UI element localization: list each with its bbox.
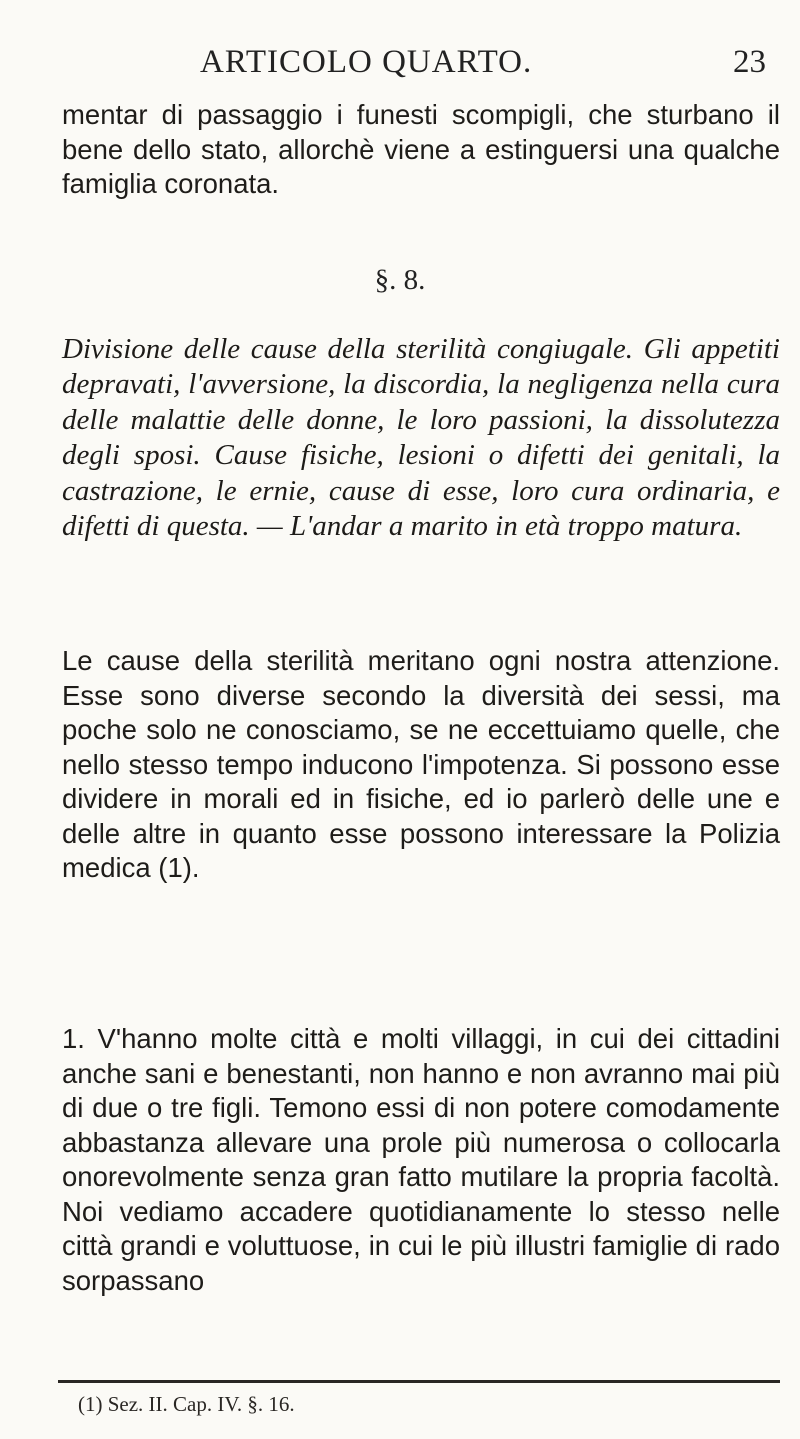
footnote-rule bbox=[58, 1380, 780, 1383]
footnote: (1) Sez. II. Cap. IV. §. 16. bbox=[78, 1392, 295, 1416]
section-number: §. 8. bbox=[374, 264, 426, 296]
section-summary: Divisione delle cause della sterilità congiugale. Gli appetiti depravati, l'avversione, la discordia, la negligenza nella cura delle malattie delle donne, le loro passioni, la dissolutezza degli sposi. Cause fisiche, lesioni o difetti dei genitali, la castrazione, le ernie, cause di esse, loro cura ordinaria, e difetti di questa. — L'andar a marito in età troppo matura. bbox=[62, 333, 780, 543]
continued-paragraph: mentar di passaggio i funesti scompigli, che sturbano il bene dello stato, allorchè viene a estinguersi una qualche famiglia coronata. bbox=[62, 99, 780, 199]
running-title: ARTICOLO QUARTO. bbox=[200, 44, 533, 80]
main-paragraph: Le cause della sterilità meritano ogni nostra attenzione. Esse sono diverse secondo la diversità dei sessi, ma poche solo ne conosciamo, se ne eccettuiamo quelle, che nello stesso tempo inducono l'impotenza. Si possono esse dividere in morali ed in fisiche, ed io parlerò delle une e delle altre in quanto esse possono interessare la Polizia medica (1). bbox=[62, 645, 780, 883]
running-header bbox=[0, 44, 800, 84]
numbered-paragraph: 1. V'hanno molte città e molti villaggi, in cui dei cittadini anche sani e benestanti, non hanno e non avranno mai più di due o tre figli. Temono essi di non potere comodamente abbastanza allevare una prole più numerosa o collocarla onorevolmente senza gran fatto mutilare la propria facoltà. Noi vediamo accadere quotidianamente lo stesso nelle città grandi e voluttuose, in cui le più illustri famiglie di rado sorpassano bbox=[62, 1023, 780, 1296]
page-number: 23 bbox=[733, 44, 766, 80]
